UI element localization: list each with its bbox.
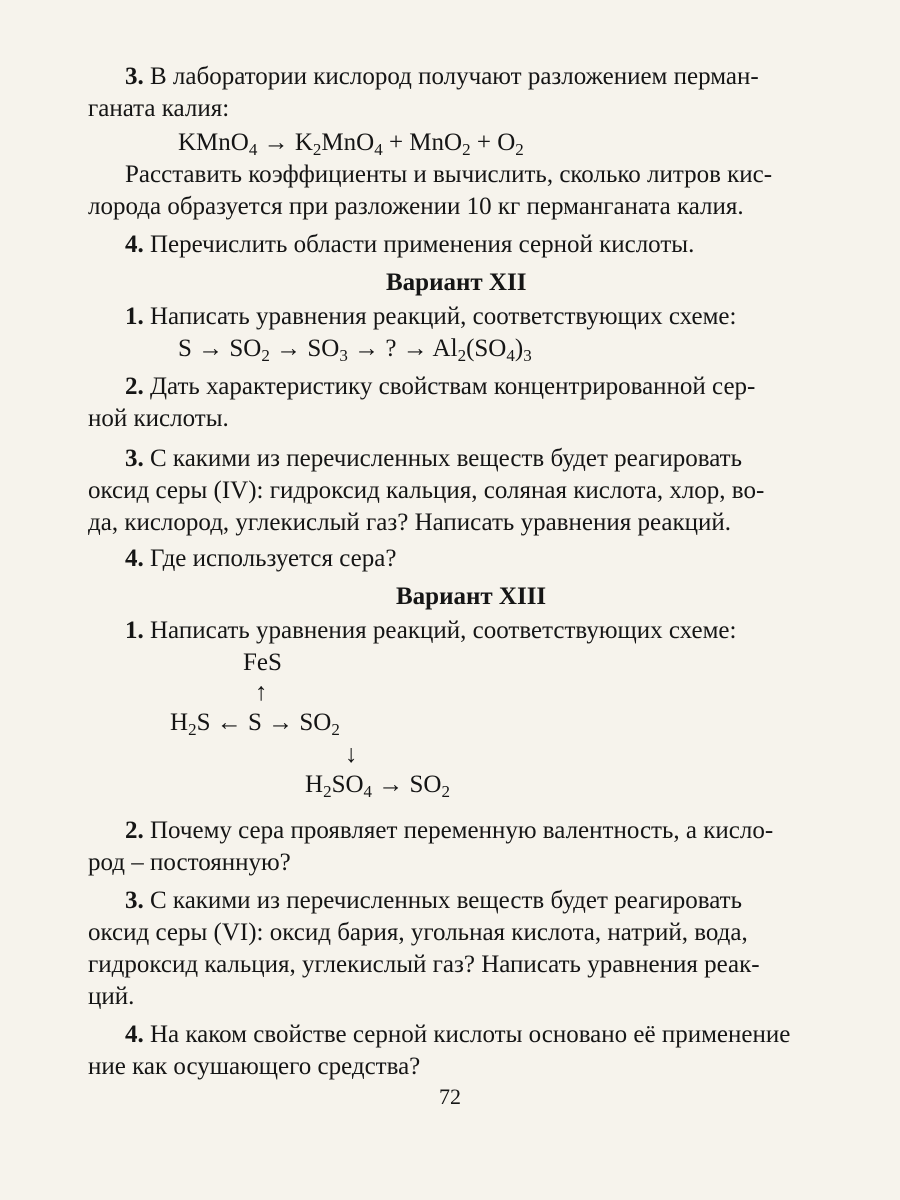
q4-line: 4. Перечислить области применения серной кислоты. [125,231,695,258]
scheme-fes: FeS [243,649,282,676]
xii-q2-line1: 2. Дать характеристику свойствам концентрированной сер- [125,373,756,400]
variant-xii-title: Вариант XII [386,269,527,296]
xiii-q3-line1: 3. С какими из перечисленных веществ будет реагировать [125,887,743,914]
scheme-right-arrow: → [268,709,294,736]
q3-line4: лорода образуется при разложении 10 кг перманганата калия. [88,193,744,220]
scheme-left-arrow: ← [216,709,242,736]
q3-text-1: В лаборатории кислород получают разложением перман- [150,63,759,90]
q3-line2: ганата калия: [88,95,230,122]
xii-q1-line: 1. Написать уравнения реакций, соответствующих схеме: [125,303,737,330]
scheme-up-arrow: ↑ [255,679,268,706]
xiii-q4-line2: ние как осушающего средства? [88,1053,421,1080]
xiii-q3-line3: гидроксид кальция, углекислый газ? Написать уравнения реак- [88,951,760,978]
xii-q2-line2: ной кислоты. [88,405,229,432]
xiii-q3-line2: оксид серы (VI): оксид бария, угольная кислота, натрий, вода, [88,919,748,946]
xiii-q1-line: 1. Написать уравнения реакций, соответствующих схеме: [125,617,737,644]
xiii-q3-line4: ций. [88,983,135,1010]
xii-scheme: $S \to SO_2 \to SO_3$ → ? → $Al_2(SO_4)_3$ [178,335,532,365]
q3-line3: Расставить коэффициенты и вычислить, сколько литров кис- [125,161,773,188]
scheme-down-arrow: ↓ [345,741,358,768]
scheme-row2: $H_2SO_4 \to SO_2$ [305,771,450,801]
xii-q3-line1: 3. С какими из перечисленных веществ будет реагировать [125,445,743,472]
xiii-q2-line1: 2. Почему сера проявляет переменную валентность, а кисло- [125,817,774,844]
page-number: 72 [439,1084,461,1109]
xii-q3-line3: да, кислород, углекислый газ? Написать уравнения реакций. [88,509,731,536]
scheme-row1: $H_2S$ ← $S \to SO_2$ [170,709,340,739]
xiii-q4-line1: 4. На каком свойстве серной кислоты основано её применение [125,1021,791,1048]
variant-xiii-title: Вариант XIII [396,583,547,610]
xii-q4-line: 4. Где используется сера? [125,545,397,572]
kmno4-equation: KMnO$_4$ → $K_2MnO_4 + MnO_2 + O_2$ [178,129,524,159]
xiii-q2-line2: род – постоянную? [88,849,291,876]
xii-q3-line2: оксид серы (IV): гидроксид кальция, соляная кислота, хлор, во- [88,477,765,504]
q3-line1 [125,62,855,92]
q3-number: 3. [125,63,144,90]
